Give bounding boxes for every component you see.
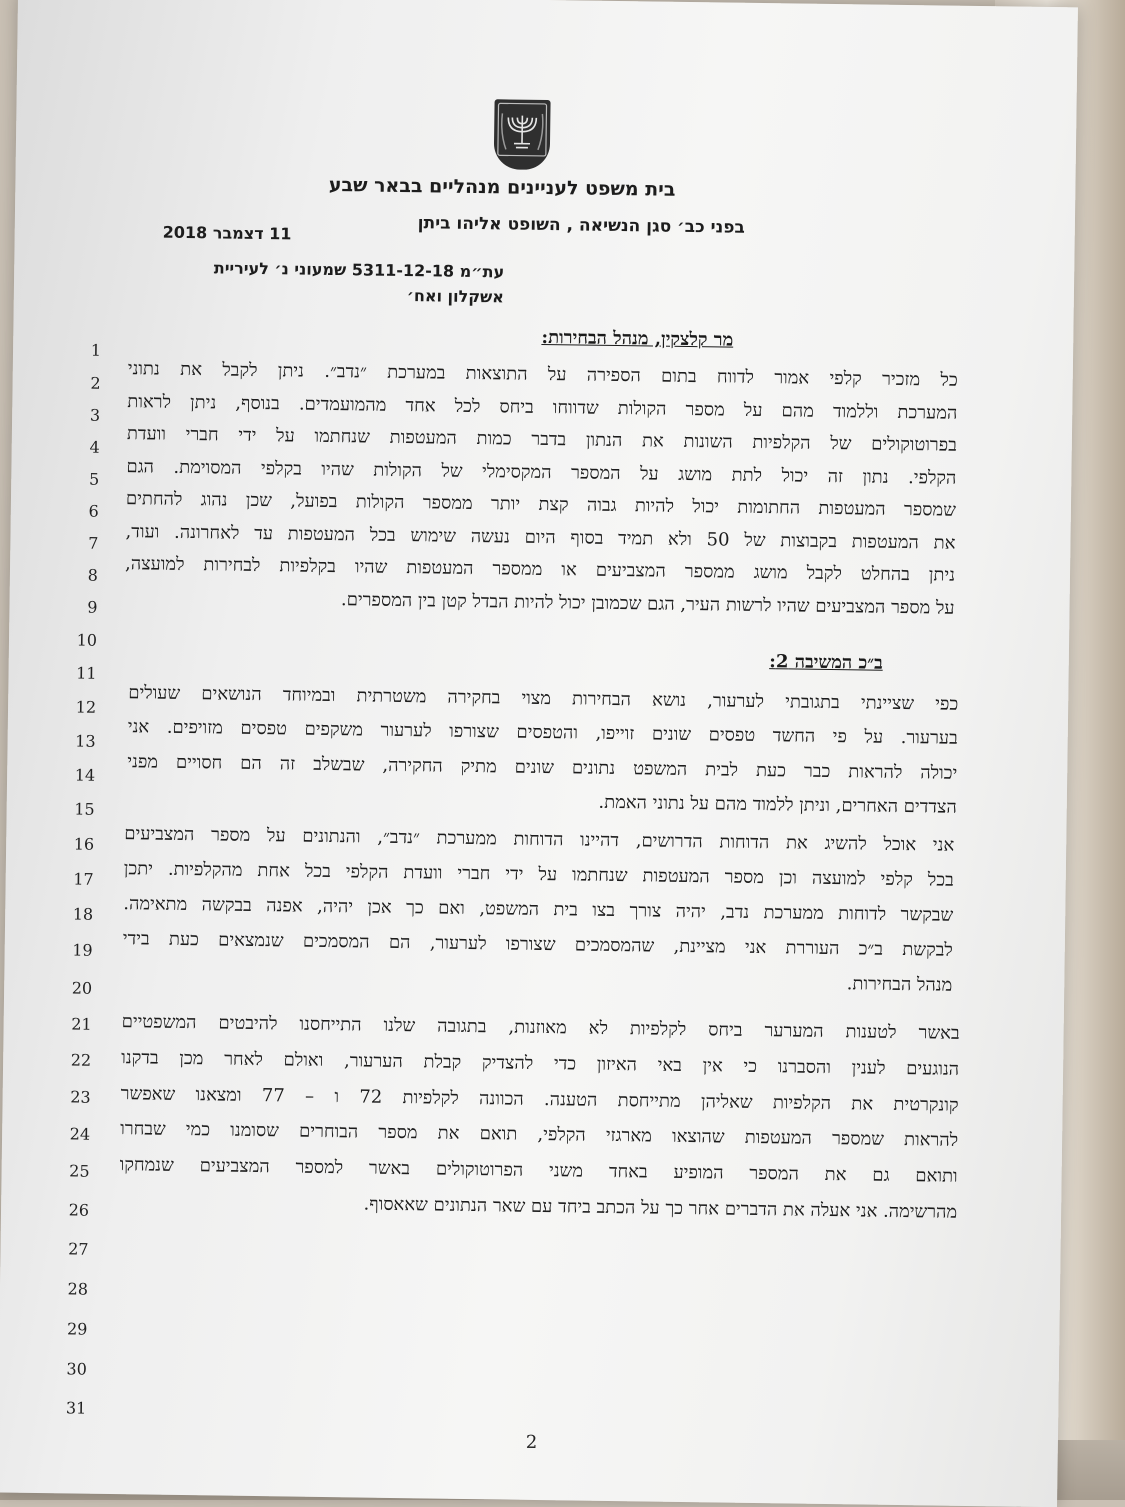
paragraph-respondent-3	[119, 1004, 960, 1230]
case-line-1: עת״מ 5311-12-18 שמעוני נ׳ לעיריית	[164, 255, 504, 285]
line-number: 6	[63, 501, 99, 521]
line-number: 25	[53, 1161, 89, 1181]
hearing-date: 11 דצמבר 2018	[163, 223, 292, 244]
line-number: 17	[58, 869, 94, 889]
text-line: קונקרטית את הקלפיות שאליהן מתייחסת הטענה. הכוונה לקלפיות 72 ו – 77 ומצאנו שאפשר	[120, 1076, 958, 1123]
line-number: 2	[64, 373, 100, 393]
text-line: שמספר המעטפות החתומות יכול להיות גבוה קצת יותר ממספר הקולות בפועל, שכן נהוג להחתים	[126, 483, 956, 527]
case-line-2: אשקלון ואח׳	[164, 280, 504, 310]
text-line: הצדדים האחרים, וניתן ללמוד מהם על נתוני האמת.	[127, 779, 957, 825]
line-number: 20	[56, 978, 92, 998]
text-line: שבקשר לדוחות ממערכת נדב, יהיה צורך בצו בית המשפט, ואם כך אכן יהיה, אפנה בבקשה מתאימה.	[123, 886, 953, 933]
line-number: 30	[51, 1359, 87, 1379]
line-number: 3	[64, 405, 100, 425]
line-number: 4	[64, 437, 100, 457]
line-number: 29	[51, 1319, 87, 1339]
line-number: 22	[55, 1050, 91, 1070]
line-number: 10	[61, 630, 97, 650]
line-number: 16	[58, 834, 94, 854]
line-number: 15	[59, 799, 95, 819]
speaker-heading-respondent-counsel: ב״כ המשיבה 2:	[769, 651, 883, 674]
text-line: בערעור. על פי החשד טפסים שונים זוייפו, והטפסים שצורפו לערעור משקפים טפסים מזויפים. אני	[128, 711, 958, 757]
line-number: 5	[63, 469, 99, 489]
text-line: ניתן בהחלט לקבל מושג ממספר המצביעים או ממספר המעטפות שהיו בקלפיות לבחירות למועצה,	[125, 548, 955, 592]
line-number: 14	[59, 765, 95, 785]
line-number: 31	[50, 1398, 86, 1418]
text-line: המערכת וללמוד מהם על מספר הקולות שדווחו ביחס לכל אחד מהמועמדים. בנוסף, ניתן לראות	[127, 386, 957, 430]
line-number: 8	[62, 565, 98, 585]
state-emblem-icon	[494, 99, 551, 170]
text-line: בפרוטוקולים של הקלפיות השונות את הנתון בדבר כמות המעטפות שנחתמו על ידי חברי וועדת	[127, 418, 957, 462]
text-line: מנהל הבחירות.	[122, 956, 952, 1003]
paragraph-respondent-1	[127, 676, 959, 825]
case-number	[164, 255, 505, 310]
text-line: ותואם גם את המספר המופיע באחד משני הפרוטוקולים באשר למספר המצביעים שנמחקו	[119, 1147, 957, 1194]
text-line: על מספר המצביעים שהיו לרשות העיר, הגם שכמובן יכול להיות הבדל קטן בין המספרים.	[124, 581, 954, 625]
text-line: באשר לטענות המערער ביחס לקלפיות לא מאוזנות, בתגובה שלנו התייחסנו להיבטים המשפטיים	[121, 1004, 959, 1051]
line-number: 13	[59, 731, 95, 751]
court-name: בית משפט לעניינים מנהליים בבאר שבע	[329, 174, 676, 201]
text-line: הקלפי. נתון זה יכול לתת מושג על המספר המקסימלי של הקולות שהיו בקלפי המסוימת. הגם	[126, 451, 956, 495]
text-line: מהרשימה. אני אעלה את הדברים אחר כך על הכתב ביחד עם שאר הנתונים שאאסוף.	[119, 1183, 957, 1230]
paragraph-respondent-2	[122, 816, 954, 1003]
text-line: יכולה להראות כבר כעת לבית המשפט נתונים שונים מתיק החקירה, שבשלב זה הם חסויים מפני	[127, 745, 957, 791]
text-line: כל מזכיר קלפי אמור לדווח בתום הספירה על התוצאות במערכת ״נדב״. ניתן לקבל את נתוני	[128, 353, 958, 397]
text-line: לבקשת ב״כ העוררת אני מציינת, שהמסמכים שצורפו לערעור, הם המסמכים שנמצאים כעת בידי	[123, 921, 953, 968]
text-line: את המעטפות בקבוצות של 50 ולא תמיד בסוף היום נעשה שימוש בכל המעטפות עד לאחרונה. ועוד,	[125, 516, 955, 560]
line-number: 9	[61, 597, 97, 617]
line-number: 18	[57, 904, 93, 924]
page-number: 2	[526, 1432, 538, 1453]
paragraph-elections-manager	[124, 353, 958, 625]
line-number: 26	[53, 1200, 89, 1220]
text-line: הנוגעים לענין והסברנו כי אין באי האיזון כדי להצדיק קבלת הערעור, ואולם לאחר מכן בדקנו	[121, 1040, 959, 1087]
line-number: 24	[54, 1124, 90, 1144]
line-number: 19	[57, 940, 93, 960]
line-number: 21	[56, 1014, 92, 1034]
speaker-heading-elections-manager: מר קלצקין, מנהל הבחירות:	[541, 327, 733, 351]
line-number: 7	[62, 533, 98, 553]
text-line: בכל קלפי למועצה וכן מספר המעטפות שנחתמו על ידי חברי וועדת הקלפי בכל אחת מהקלפיות. יתכן	[124, 851, 954, 898]
text-line: כפי שציינתי בתגובתי לערעור, נושא הבחירות מצוי בחקירה משטרתית ובמיוחד הנושאים שעולים	[128, 676, 958, 722]
line-number: 12	[60, 697, 96, 717]
line-numbers	[18, 0, 1078, 7]
text-line: אני אוכל להשיג את הדוחות הדרושים, דהיינו הדוחות ממערכת ״נדב״, והנתונים על מספר המצביעים	[124, 816, 954, 863]
line-number: 23	[55, 1087, 91, 1107]
text-line: להראות שמספר המעטפות שהוצאו מארגזי הקלפי, תואם את מספר הבוחרים שסומנו כמי שבחרו	[120, 1112, 958, 1159]
line-number: 28	[52, 1279, 88, 1299]
line-number: 1	[65, 340, 101, 360]
line-number: 27	[52, 1239, 88, 1259]
line-number: 11	[60, 663, 96, 683]
judge-line: בפני כב׳ סגן הנשיאה , השופט אליהו ביתן	[418, 213, 745, 238]
